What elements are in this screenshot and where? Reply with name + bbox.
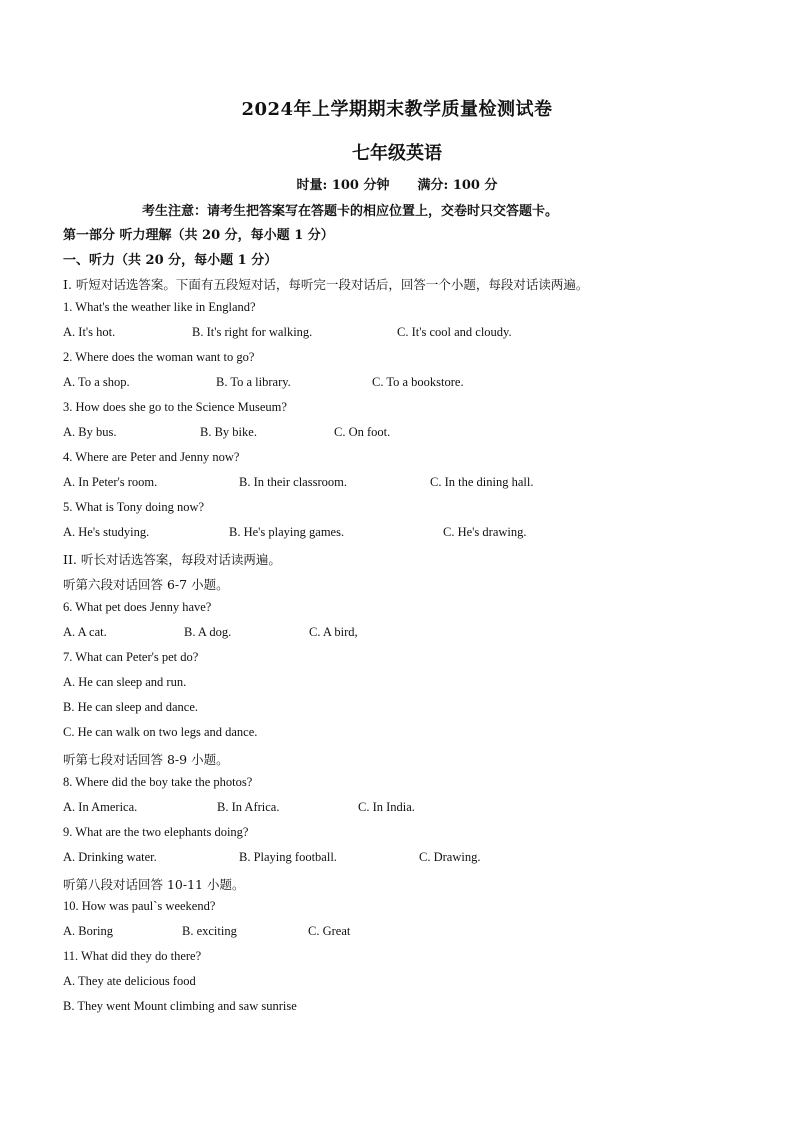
exam-subtitle: 七年级英语 <box>352 143 442 164</box>
section-ii-instructions: II. 听长对话选答案，每段对话读两遍。 <box>63 552 281 567</box>
q6-option-c: C. A bird, <box>309 625 358 639</box>
q8-option-b: B. In Africa. <box>217 800 280 814</box>
question-8: 8. Where did the boy take the photos? <box>63 775 253 789</box>
section-i-instructions: I. 听短对话选答案。下面有五段短对话，每听完一段对话后，回答一个小题，每段对话读两遍。 <box>63 277 589 292</box>
q7-option-b: B. He can sleep and dance. <box>63 700 199 714</box>
q2-option-b: B. To a library. <box>216 375 291 389</box>
q7-option-a: A. He can sleep and run. <box>63 675 187 689</box>
q3-option-b: B. By bike. <box>200 425 257 439</box>
question-7: 7. What can Peter's pet do? <box>63 650 199 664</box>
q11-option-a: A. They ate delicious food <box>63 974 196 988</box>
part1-heading: 第一部分 听力理解（共 20 分，每小题 1 分） <box>63 228 334 243</box>
q3-option-a: A. By bus. <box>63 425 117 439</box>
q2-option-c: C. To a bookstore. <box>372 375 464 389</box>
group-6-instructions: 听第六段对话回答 6-7 小题。 <box>63 577 229 592</box>
q8-option-a: A. In America. <box>63 800 138 814</box>
q9-option-b: B. Playing football. <box>239 850 337 864</box>
question-9: 9. What are the two elephants doing? <box>63 825 249 839</box>
question-5: 5. What is Tony doing now? <box>63 500 205 514</box>
q4-option-c: C. In the dining hall. <box>430 475 534 489</box>
q3-option-c: C. On foot. <box>334 425 391 439</box>
q6-option-a: A. A cat. <box>63 625 107 639</box>
question-10: 10. How was paul`s weekend? <box>63 899 216 913</box>
q1-option-a: A. It's hot. <box>63 325 116 339</box>
q10-option-a: A. Boring <box>63 924 113 938</box>
question-4: 4. Where are Peter and Jenny now? <box>63 450 240 464</box>
question-11: 11. What did they do there? <box>63 949 202 963</box>
question-2: 2. Where does the woman want to go? <box>63 350 255 364</box>
q5-option-a: A. He's studying. <box>63 525 150 539</box>
exam-time: 时量: 100 分钟 <box>296 178 390 193</box>
question-3: 3. How does she go to the Science Museum? <box>63 400 287 414</box>
q5-option-c: C. He's drawing. <box>443 525 527 539</box>
q1-option-c: C. It's cool and cloudy. <box>397 325 512 339</box>
exam-notice: 考生注意：请考生把答案写在答题卡的相应位置上，交卷时只交答题卡。 <box>142 204 559 219</box>
section-heading: 一、听力（共 20 分，每小题 1 分） <box>63 253 278 268</box>
exam-score: 满分: 100 分 <box>417 178 498 193</box>
exam-meta <box>0 174 794 193</box>
q2-option-a: A. To a shop. <box>63 375 130 389</box>
q1-option-b: B. It's right for walking. <box>192 325 313 339</box>
q11-option-b: B. They went Mount climbing and saw sunrise <box>63 999 297 1013</box>
q9-option-a: A. Drinking water. <box>63 850 157 864</box>
group-8-instructions: 听第八段对话回答 10-11 小题。 <box>63 877 245 892</box>
q7-option-c: C. He can walk on two legs and dance. <box>63 725 258 739</box>
q4-option-b: B. In their classroom. <box>239 475 347 489</box>
q5-option-b: B. He's playing games. <box>229 525 345 539</box>
question-1: 1. What's the weather like in England? <box>63 300 256 314</box>
group-7-instructions: 听第七段对话回答 8-9 小题。 <box>63 752 229 767</box>
q10-option-c: C. Great <box>308 924 351 938</box>
q6-option-b: B. A dog. <box>184 625 232 639</box>
q4-option-a: A. In Peter's room. <box>63 475 158 489</box>
question-6: 6. What pet does Jenny have? <box>63 600 212 614</box>
q8-option-c: C. In India. <box>358 800 415 814</box>
q10-option-b: B. exciting <box>182 924 237 938</box>
q9-option-c: C. Drawing. <box>419 850 481 864</box>
exam-title: 2024年上学期期末教学质量检测试卷 <box>241 99 553 120</box>
